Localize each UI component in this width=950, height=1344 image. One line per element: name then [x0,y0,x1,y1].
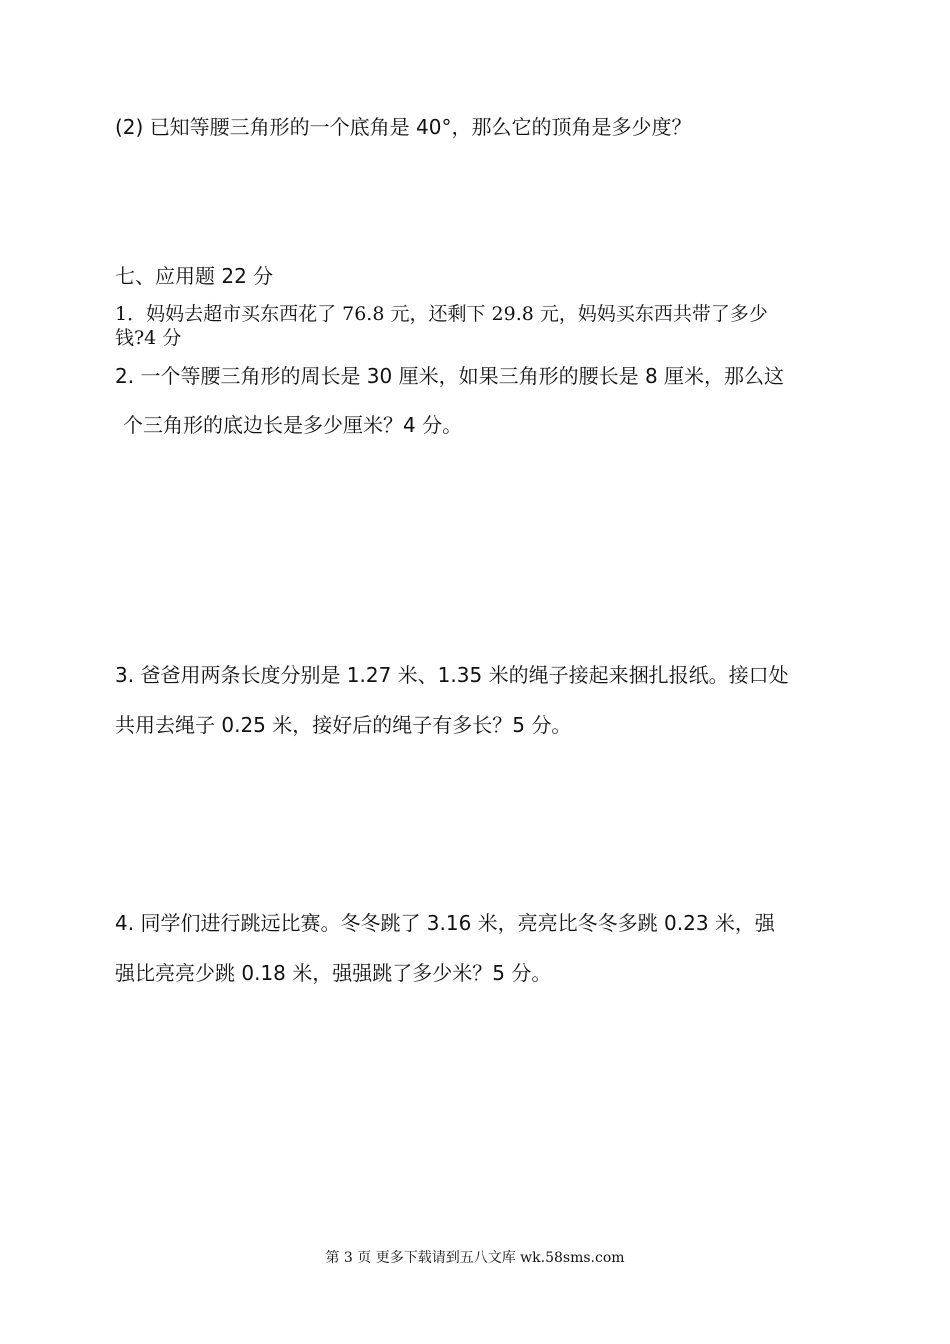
problem-4-line-1: 4. 同学们进行跳远比赛。冬冬跳了 3.16 米，亮亮比冬冬多跳 0.23 米，强 [115,911,775,935]
problem-1-line-2: 钱?4 分 [115,327,182,349]
problem-2-line-2: 个三角形的底边长是多少厘米？4 分。 [123,413,463,437]
page-footer: 第 3 页 更多下载请到五八文库 wk.58sms.com [325,1250,625,1266]
question-6-part-2: (2) 已知等腰三角形的一个底角是 40°，那么它的顶角是多少度？ [115,115,692,139]
problem-4-line-2: 强比亮亮少跳 0.18 米，强强跳了多少米？5 分。 [115,961,552,985]
section-7-title: 七、应用题 22 分 [115,264,274,288]
problem-1 [115,302,860,350]
problem-3-line-2: 共用去绳子 0.25 米，接好后的绳子有多长？5 分。 [115,713,572,737]
problem-2-line-1: 2. 一个等腰三角形的周长是 30 厘米，如果三角形的腰长是 8 厘米，那么这 [115,364,785,388]
problem-3-line-1: 3. 爸爸用两条长度分别是 1.27 米、1.35 米的绳子接起来捆扎报纸。接口处 [115,663,789,687]
problem-1-line-1: 1．妈妈去超市买东西花了 76.8 元，还剩下 29.8 元，妈妈买东西共带了多少 [115,303,768,325]
